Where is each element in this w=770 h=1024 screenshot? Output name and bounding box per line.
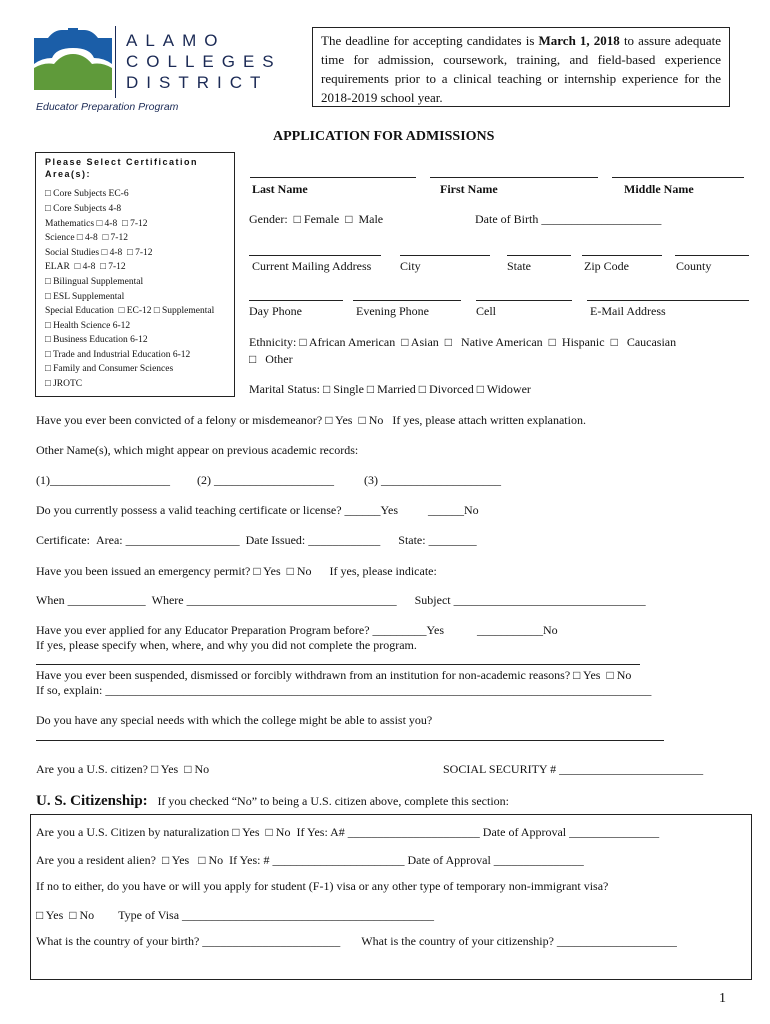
special-needs-field[interactable]: [36, 740, 664, 741]
alamo-logo-icon: [34, 28, 112, 98]
logo-line-3: DISTRICT: [126, 73, 269, 92]
resident-alien-question[interactable]: Are you a resident alien? □ Yes □ No If Yes: # ______________________ Date of Approval _______________: [36, 853, 584, 867]
cert-option[interactable]: Science □ 4-8 □ 7-12: [45, 233, 128, 243]
visa-type-field[interactable]: □ Yes □ No Type of Visa __________________________________________: [36, 908, 435, 922]
page-title: APPLICATION FOR ADMISSIONS: [273, 129, 495, 144]
page-number: 1: [719, 991, 726, 1006]
gender-options[interactable]: Gender: □ Female □ Male: [249, 212, 384, 226]
other-names-fields[interactable]: (1)____________________ (2) ____________________ (3) ____________________: [36, 473, 501, 487]
cert-option[interactable]: □ Family and Consumer Sciences: [45, 364, 174, 374]
evening-phone-field[interactable]: [353, 300, 461, 301]
emergency-permit-question[interactable]: Have you been issued an emergency permit? □ Yes □ No If yes, please indicate:: [36, 564, 437, 578]
cell-label: Cell: [476, 304, 496, 318]
cert-option[interactable]: Mathematics □ 4-8 □ 7-12: [45, 219, 148, 229]
county-label: County: [676, 259, 712, 273]
other-names-label: Other Name(s), which might appear on previous academic records:: [36, 443, 359, 457]
permit-details-fields[interactable]: When _____________ Where ___________________________________ Subject ________________________________: [36, 593, 646, 607]
cell-phone-field[interactable]: [476, 300, 572, 301]
cert-option[interactable]: Special Education □ EC-12 □ Supplemental: [45, 306, 215, 316]
logo-line-1: ALAMO: [126, 31, 226, 50]
social-security-field[interactable]: SOCIAL SECURITY # ________________________: [443, 762, 704, 776]
logo-divider: [115, 26, 116, 98]
certificate-details-fields[interactable]: Certificate: Area: ___________________ Date Issued: ____________ State: ________: [36, 533, 477, 547]
country-fields[interactable]: What is the country of your birth? _______________________ What is the country of your citizenship? ____________________: [36, 934, 677, 948]
cert-option[interactable]: □ Health Science 6-12: [45, 321, 131, 331]
suspended-question[interactable]: Have you ever been suspended, dismissed or forcibly withdrawn from an institution for non-academic reasons? □ Yes □ No: [36, 668, 632, 682]
epp-before-question[interactable]: Have you ever applied for any Educator Preparation Program before? _________Yes ___________No: [36, 623, 558, 637]
explain-field[interactable]: If so, explain: ___________________________________________________________________________________________: [36, 683, 652, 697]
city-field[interactable]: [400, 255, 490, 256]
city-label: City: [400, 259, 421, 273]
marital-status-options[interactable]: Marital Status: □ Single □ Married □ Divorced □ Widower: [249, 382, 531, 396]
cert-option[interactable]: □ Bilingual Supplemental: [45, 277, 144, 287]
visa-question: If no to either, do you have or will you apply for student (F-1) visa or any other type of temporary non-immigrant visa?: [36, 879, 609, 893]
first-name-label: First Name: [440, 182, 498, 196]
email-label: E-Mail Address: [590, 304, 666, 318]
last-name-field[interactable]: [250, 177, 416, 178]
day-phone-label: Day Phone: [249, 304, 302, 318]
certification-heading: Please Select Certification Area(s):: [45, 157, 199, 179]
deadline-notice: [312, 27, 730, 107]
state-field[interactable]: [507, 255, 571, 256]
logo-subtitle: Educator Preparation Program: [36, 101, 179, 113]
epp-specify-field[interactable]: [36, 664, 640, 665]
special-needs-question: Do you have any special needs with which the college might be able to assist you?: [36, 713, 433, 727]
middle-name-field[interactable]: [612, 177, 744, 178]
deadline-text-post: to assure adequate time for admission, coursework, training, and field-based experience requirements prior to a clinical teaching or internship experience for the 2018-2019 school year.: [321, 33, 721, 105]
cert-option[interactable]: □ JROTC: [45, 379, 83, 389]
mailing-address-field[interactable]: [249, 255, 381, 256]
zip-field[interactable]: [582, 255, 662, 256]
logo-wordmark: [126, 30, 282, 93]
mailing-address-label: Current Mailing Address: [252, 259, 372, 273]
ethnicity-other-option[interactable]: □ Other: [249, 352, 293, 366]
teaching-certificate-question[interactable]: Do you currently possess a valid teaching certificate or license? ______Yes ______No: [36, 503, 479, 517]
zip-label: Zip Code: [584, 259, 629, 273]
epp-specify-label: If yes, please specify when, where, and why you did not complete the program.: [36, 638, 417, 652]
cert-option[interactable]: □ Core Subjects EC-6: [45, 189, 129, 199]
cert-option[interactable]: ELAR □ 4-8 □ 7-12: [45, 262, 126, 272]
first-name-field[interactable]: [430, 177, 598, 178]
cert-option[interactable]: □ Trade and Industrial Education 6-12: [45, 350, 191, 360]
date-of-birth-field[interactable]: Date of Birth ____________________: [475, 212, 662, 226]
middle-name-label: Middle Name: [624, 182, 694, 196]
email-field[interactable]: [587, 300, 749, 301]
day-phone-field[interactable]: [249, 300, 343, 301]
state-label: State: [507, 259, 531, 273]
citizenship-note: If you checked “No” to being a U.S. citizen above, complete this section:: [157, 794, 509, 808]
logo-line-2: COLLEGES: [126, 52, 282, 71]
ethnicity-options[interactable]: Ethnicity: □ African American □ Asian □ Native American □ Hispanic □ Caucasian: [249, 335, 677, 349]
deadline-text-pre: The deadline for accepting candidates is: [321, 33, 539, 48]
evening-phone-label: Evening Phone: [356, 304, 429, 318]
last-name-label: Last Name: [252, 182, 308, 196]
cert-option[interactable]: □ Business Education 6-12: [45, 335, 148, 345]
felony-question[interactable]: Have you ever been convicted of a felony or misdemeanor? □ Yes □ No If yes, please attach written explanation.: [36, 413, 586, 427]
deadline-date: March 1, 2018: [538, 33, 620, 48]
citizenship-heading: [36, 793, 509, 810]
cert-option[interactable]: □ Core Subjects 4-8: [45, 204, 122, 214]
us-citizen-question[interactable]: Are you a U.S. citizen? □ Yes □ No: [36, 762, 210, 776]
naturalization-question[interactable]: Are you a U.S. Citizen by naturalization □ Yes □ No If Yes: A# ______________________ Date of Approval _______________: [36, 825, 660, 839]
cert-option[interactable]: □ ESL Supplemental: [45, 292, 125, 302]
county-field[interactable]: [675, 255, 749, 256]
citizenship-heading-text: U. S. Citizenship:: [36, 793, 148, 809]
cert-option[interactable]: Social Studies □ 4-8 □ 7-12: [45, 248, 153, 258]
